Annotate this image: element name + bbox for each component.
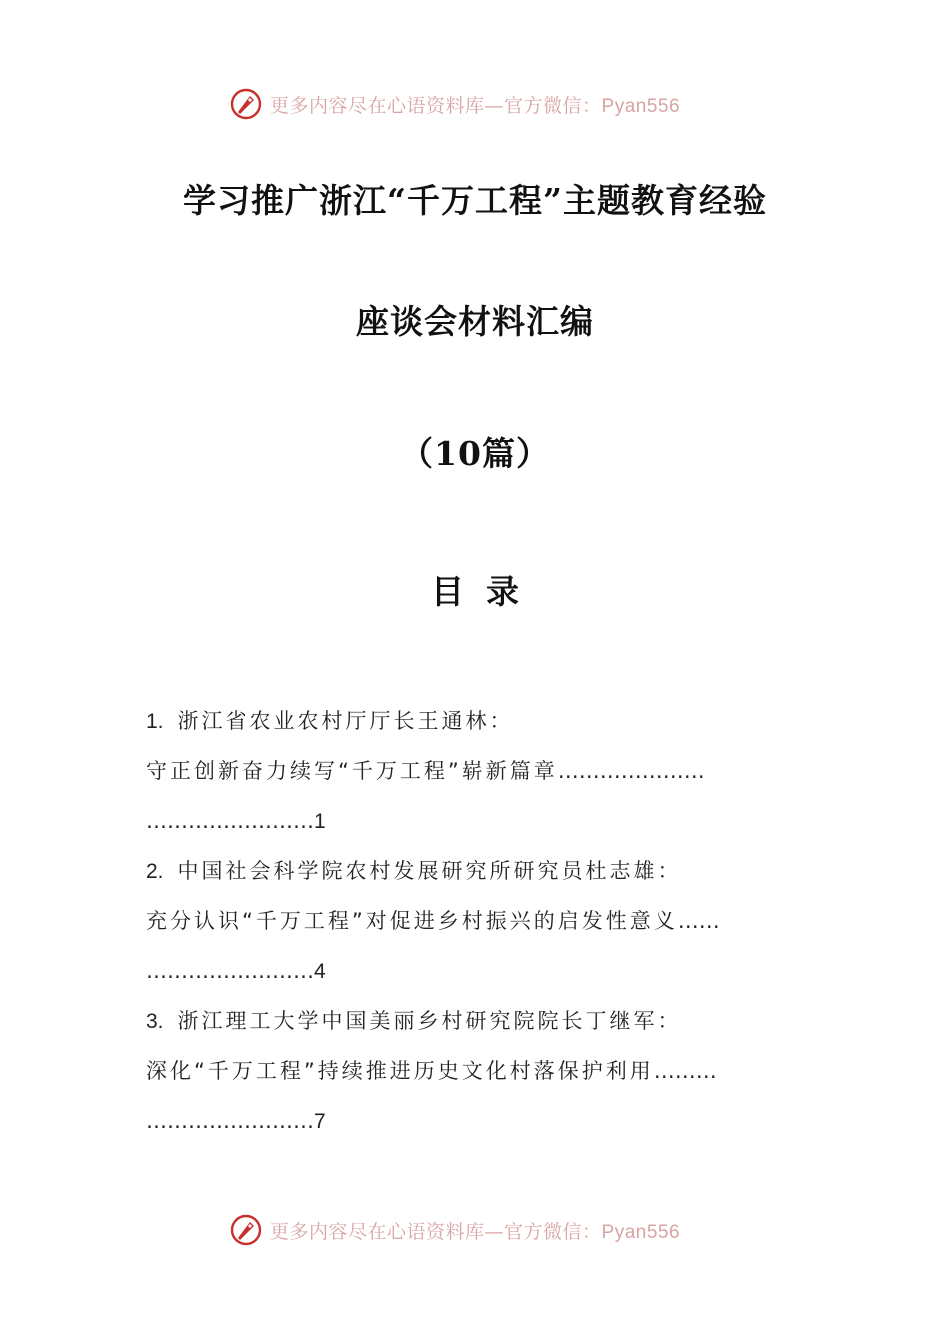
toc-item-page[interactable]: ……………………7 — [146, 1109, 326, 1133]
document-title-line-2: 座谈会材料汇编 — [356, 302, 594, 341]
toc-item-title[interactable]: 深化“千万工程”持续推进历史文化村落保护利用……… — [146, 1059, 717, 1083]
document-title-line-1: 学习推广浙江“千万工程”主题教育经验 — [183, 181, 767, 220]
header-watermark — [228, 84, 680, 124]
toc-item-title[interactable]: 守正创新奋力续写“千万工程”崭新篇章………………… — [146, 759, 705, 783]
toc-item-author[interactable]: 3. 浙江理工大学中国美丽乡村研究院院长丁继军： — [146, 1009, 682, 1033]
document-count: （10篇） — [400, 434, 550, 473]
toc-item-page[interactable]: ……………………1 — [146, 809, 326, 833]
toc-heading: 目 录 — [431, 572, 519, 611]
watermark-text: 更多内容尽在心语资料库—官方微信：Pyan556 — [270, 1220, 681, 1243]
toc-item-author[interactable]: 2. 中国社会科学院农村发展研究所研究员杜志雄： — [146, 859, 682, 883]
footer-watermark — [228, 1210, 680, 1250]
toc-item-page[interactable]: ……………………4 — [146, 959, 326, 983]
toc-item-author[interactable]: 1. 浙江省农业农村厅厅长王通林： — [146, 709, 514, 733]
pen-nib-icon — [228, 86, 264, 122]
watermark-text: 更多内容尽在心语资料库—官方微信：Pyan556 — [270, 94, 681, 117]
pen-nib-icon — [228, 1212, 264, 1248]
toc-item-title[interactable]: 充分认识“千万工程”对促进乡村振兴的启发性意义…… — [146, 909, 720, 933]
table-of-contents — [146, 696, 826, 1146]
